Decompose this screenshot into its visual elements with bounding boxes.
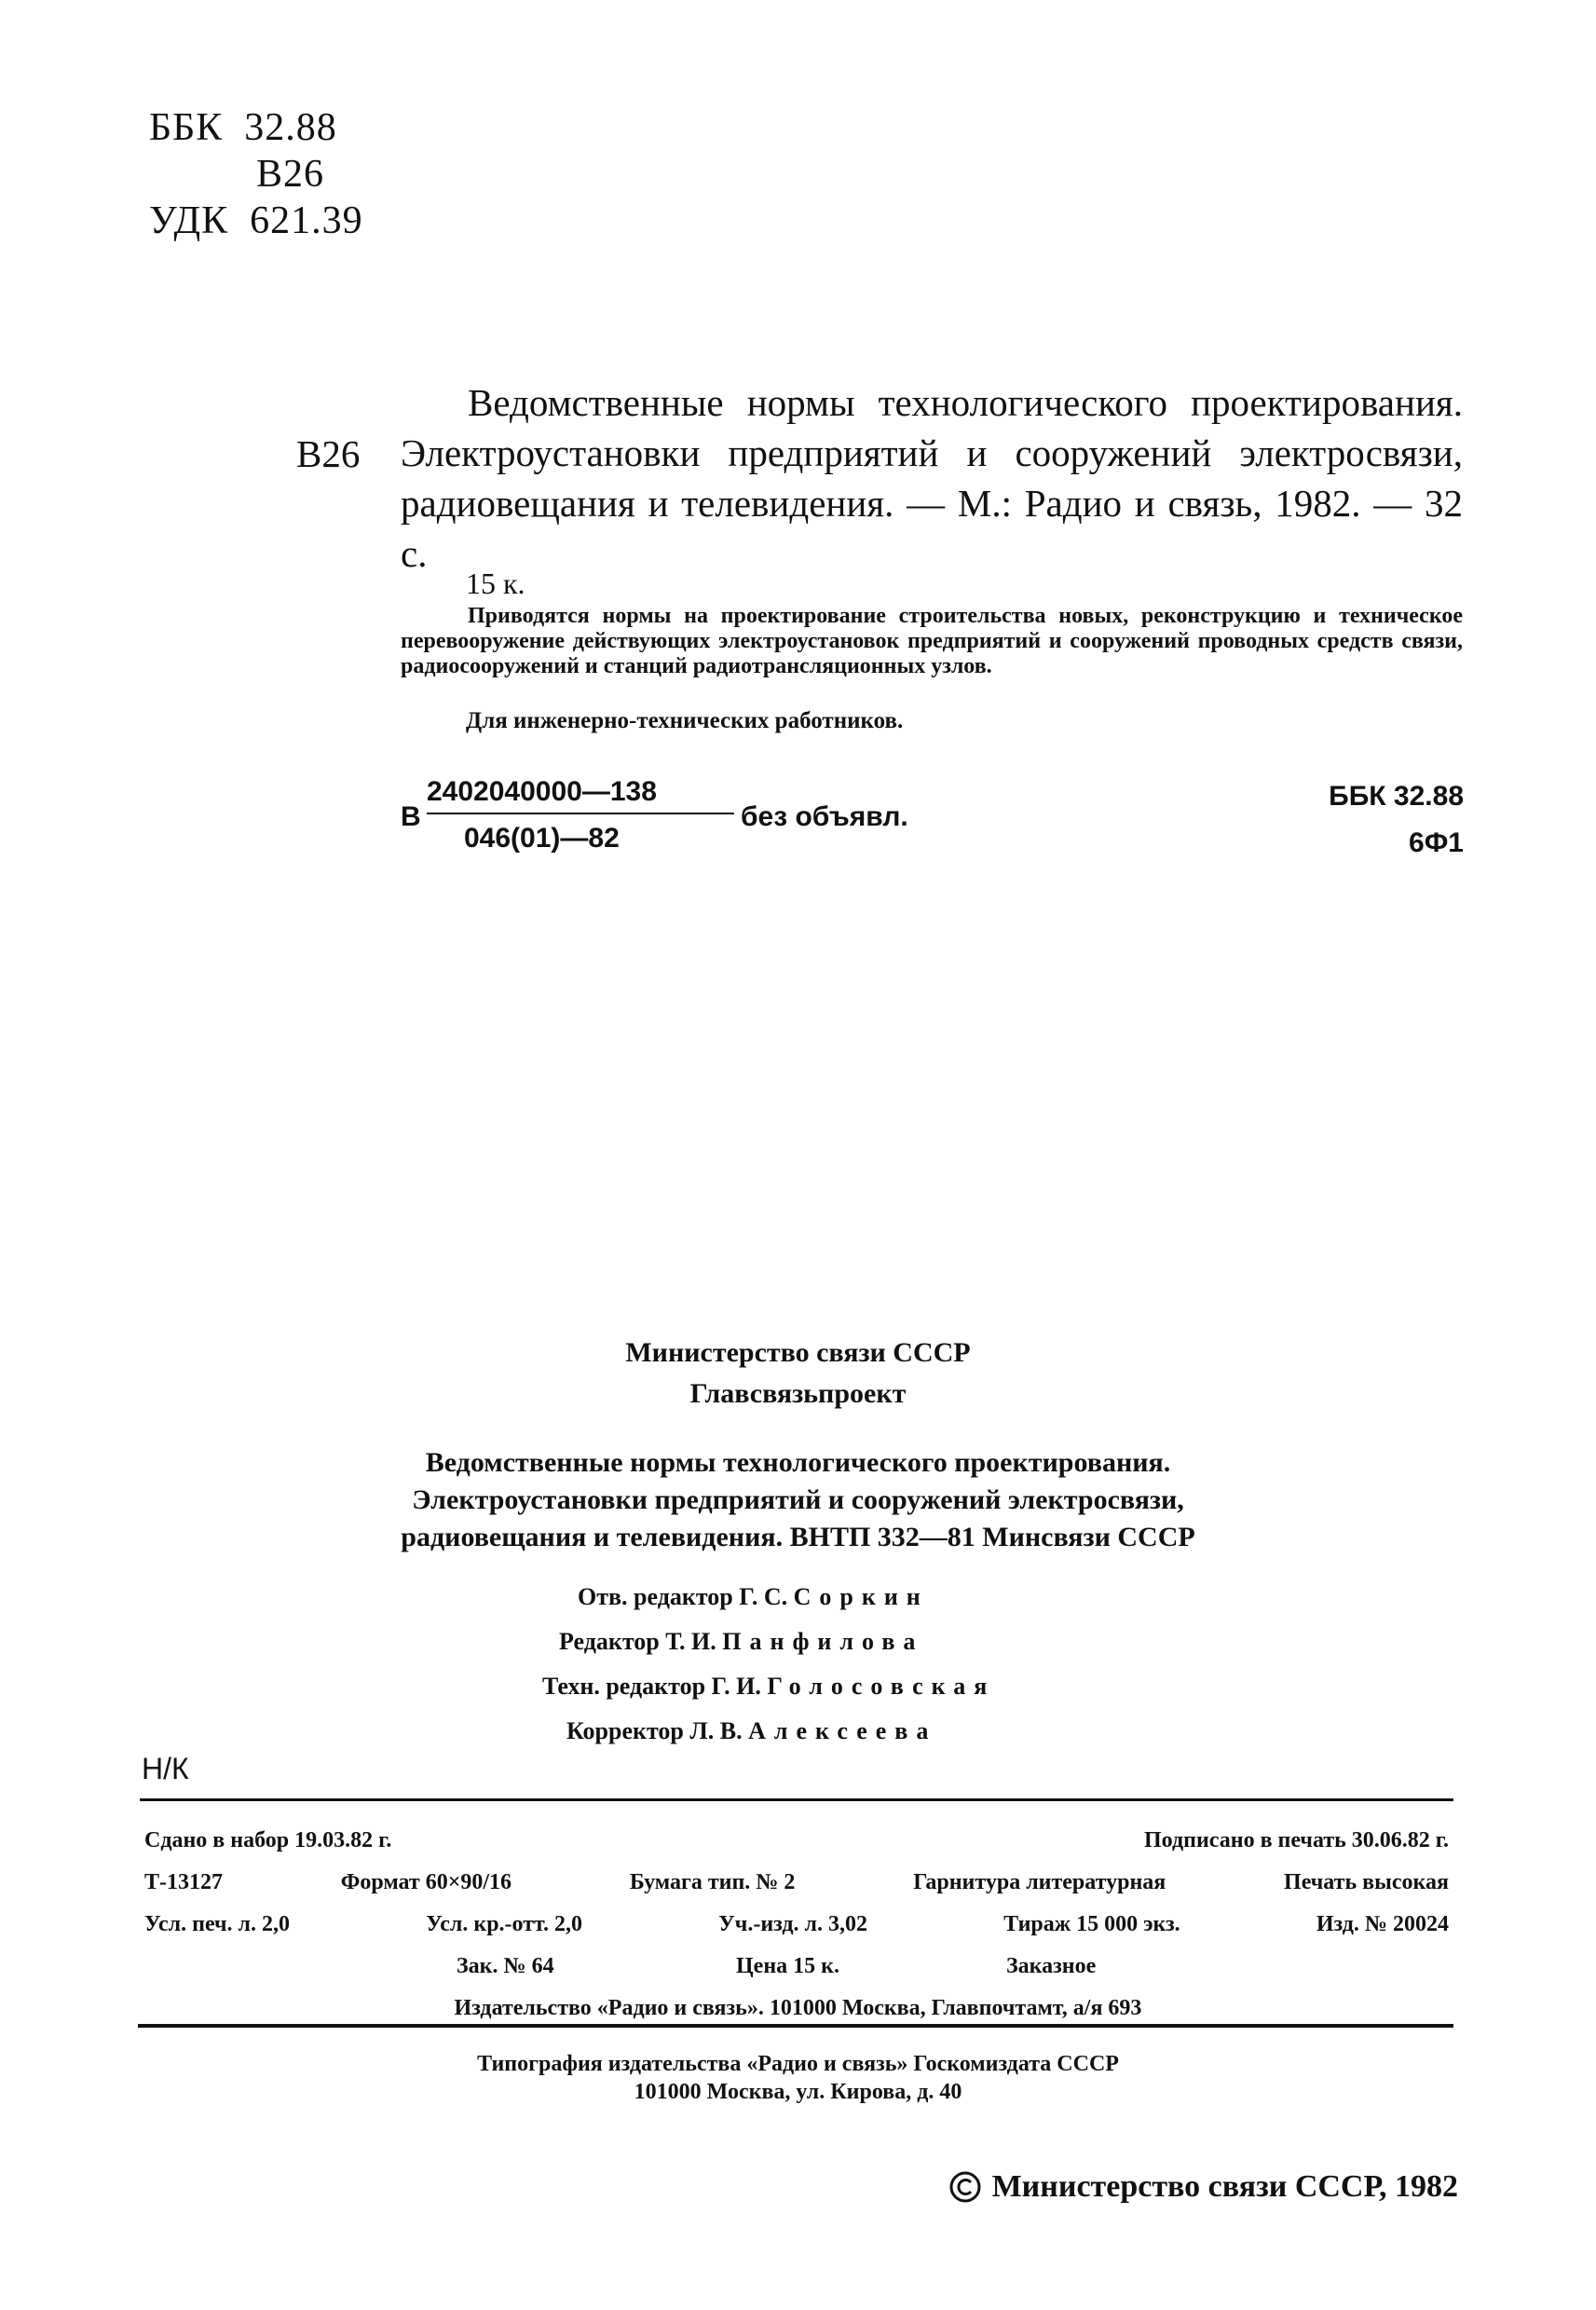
org-name: Главсвязьпроект <box>689 1378 907 1409</box>
printer-name: Типография издательства «Радио и связь» Госкомиздата СССР <box>477 2052 1119 2076</box>
bbk-line <box>149 104 363 151</box>
order-number: Зак. № 64 <box>457 1954 554 1978</box>
staff-name: Панфилова <box>722 1628 924 1655</box>
production-row-4 <box>457 1954 1096 1979</box>
publisher-address: Издательство «Радио и связь». 101000 Москва, Главпочтамт, а/я 693 <box>454 1996 1142 2020</box>
index-denominator: 046(01)—82 <box>464 823 620 854</box>
staff-role: Техн. редактор Г. И. <box>542 1673 761 1700</box>
imprint-title <box>0 1444 1596 1556</box>
title-line: Электроустановки предприятий и сооружений электросвязи, <box>412 1484 1184 1515</box>
index-numerator: 2402040000—138 <box>427 776 657 807</box>
title-line: Ведомственные нормы технологического проектирования. <box>425 1447 1171 1478</box>
index-letter: В <box>401 801 421 832</box>
publisher-sheets: Уч.-изд. л. 3,02 <box>718 1912 867 1936</box>
fraction-line <box>427 813 734 814</box>
staff-role: Редактор Т. И. <box>559 1628 716 1655</box>
production-row-1 <box>144 1828 1449 1853</box>
bib-price: 15 к. <box>466 567 525 600</box>
bib-author-code: В26 <box>296 432 361 475</box>
price: Цена 15 к. <box>736 1954 839 1978</box>
staff-name: Алексеева <box>748 1717 937 1744</box>
copyright-text: Министерство связи СССР, 1982 <box>991 2169 1458 2204</box>
bbk-value: 32.88 <box>244 106 337 149</box>
typeface: Гарнитура литературная <box>913 1870 1166 1894</box>
udk-value: 621.39 <box>250 199 363 242</box>
printer-address: 101000 Москва, ул. Кирова, д. 40 <box>634 2080 962 2104</box>
printer-block <box>0 2050 1596 2106</box>
index-code: 6Ф1 <box>1409 827 1464 858</box>
staff-row <box>542 1664 995 1709</box>
edition-number: Изд. № 20024 <box>1316 1912 1449 1936</box>
paper: Бумага тип. № 2 <box>629 1870 796 1894</box>
staff-row <box>559 1575 995 1620</box>
copyright-line <box>949 2169 1458 2205</box>
copyright-icon <box>949 2171 981 2203</box>
index-note: без объявл. <box>741 801 908 832</box>
staff-list <box>542 1575 996 1754</box>
index-fraction <box>427 773 734 857</box>
order-type: Заказное <box>1006 1954 1097 1978</box>
staff-role: Отв. редактор Г. С. <box>578 1583 788 1610</box>
production-code: Т-13127 <box>144 1870 223 1894</box>
imprint-header <box>0 1333 1596 1415</box>
typeset-date: Сдано в набор 19.03.82 г. <box>144 1828 392 1852</box>
ministry-name: Министерство связи СССР <box>625 1337 971 1368</box>
nk-mark: Н/К <box>142 1752 189 1785</box>
bib-abstract: Приводятся нормы на проектирование строительства новых, реконструкцию и техническое перевооружение действующих электроустановок предприятий и сооружений проводных средств связи, радиосооружений и станций радиотрансляционных узлов. <box>401 604 1463 678</box>
color-sheets: Усл. кр.-отт. 2,0 <box>426 1912 582 1936</box>
bib-description: Ведомственные нормы технологического проектирования. Электроустановки предприятий и сооружений электросвязи, радиовещания и телевидения. — М.: Радио и связь, 1982. — 32 с. <box>401 381 1463 575</box>
bbk-label: ББК <box>149 106 224 149</box>
print-sheets: Усл. печ. л. 2,0 <box>144 1912 291 1936</box>
title-line: радиовещания и телевидения. ВНТП 332—81 Минсвязи СССР <box>401 1522 1195 1552</box>
staff-name: Голосовская <box>767 1673 996 1700</box>
bib-audience: Для инженерно-технических работников. <box>466 708 904 733</box>
staff-role: Корректор Л. В. <box>566 1717 743 1744</box>
divider-bottom <box>138 2024 1453 2028</box>
print-method: Печать высокая <box>1284 1870 1449 1894</box>
udk-label: УДК <box>149 199 229 242</box>
index-bbk-block <box>1329 773 1464 867</box>
index-bbk: ББК 32.88 <box>1329 781 1464 812</box>
classification-block <box>149 104 363 244</box>
author-mark: В26 <box>256 153 325 196</box>
staff-name: Соркин <box>793 1583 929 1610</box>
staff-row <box>559 1620 995 1664</box>
production-row-3 <box>144 1912 1449 1937</box>
udk-line <box>149 198 363 244</box>
format: Формат 60×90/16 <box>340 1870 512 1894</box>
production-row-2 <box>144 1870 1449 1895</box>
print-run: Тираж 15 000 экз. <box>1003 1912 1180 1936</box>
staff-row <box>559 1709 995 1754</box>
divider-top <box>140 1798 1453 1801</box>
signed-date: Подписано в печать 30.06.82 г. <box>1144 1828 1449 1852</box>
